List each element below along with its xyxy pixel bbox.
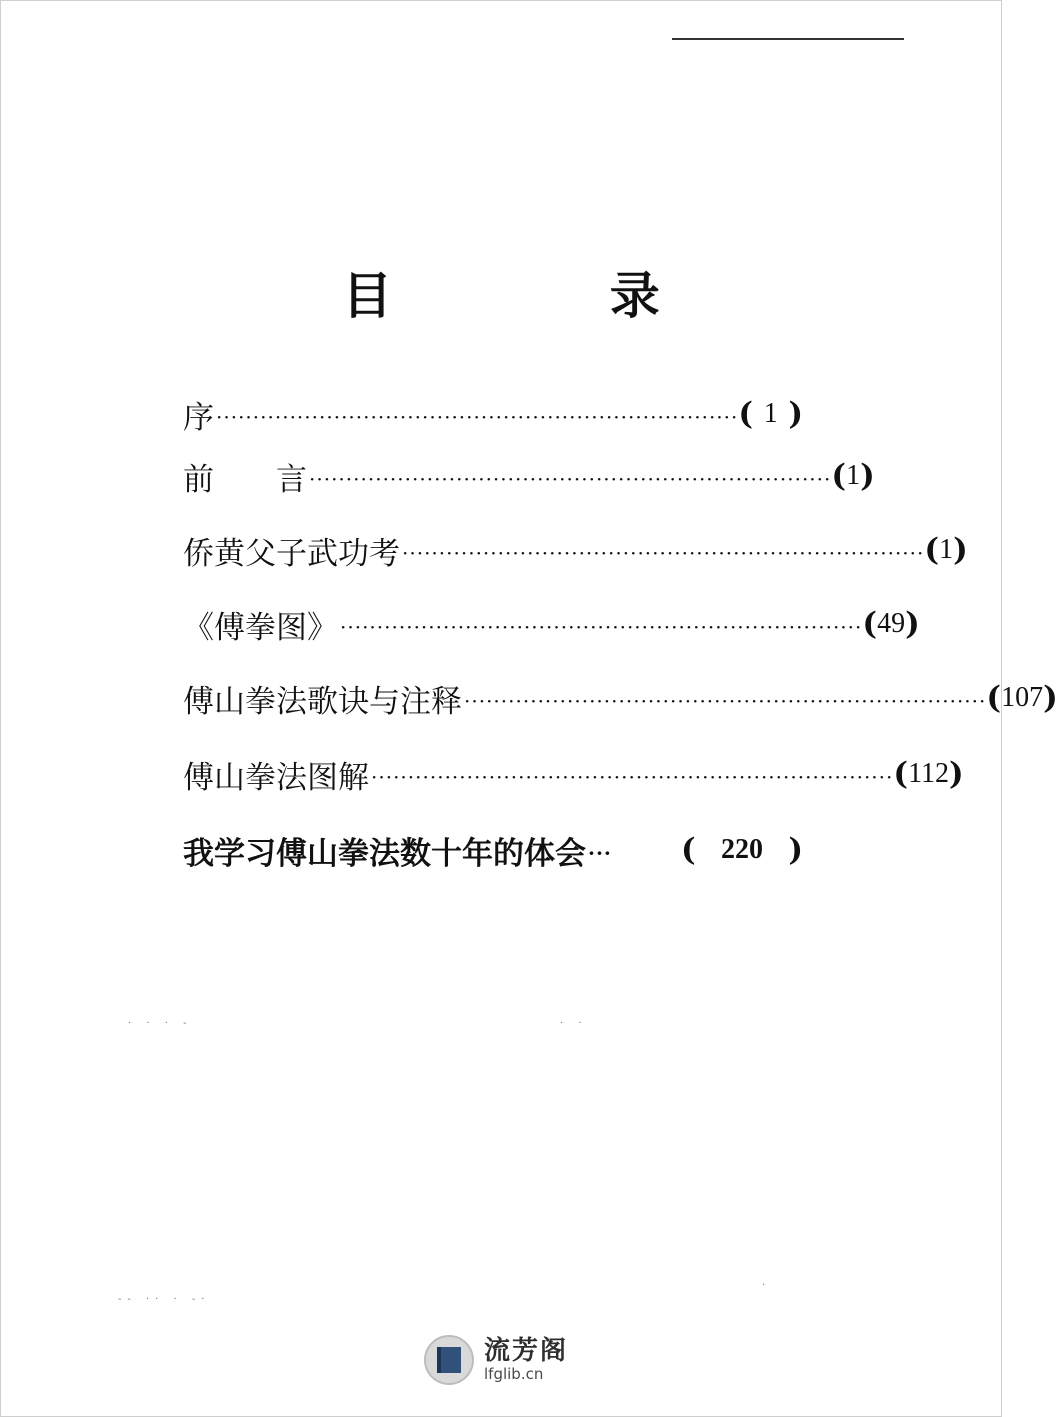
site-watermark (424, 1335, 568, 1385)
close-paren: ) (949, 756, 964, 792)
toc-entry-preface[interactable] (183, 389, 803, 439)
toc-entry-qiaohuang[interactable] (183, 525, 968, 575)
toc-leader-dots: ······································································· (340, 615, 863, 639)
toc-entry-label: 傅山拳法图解 (183, 759, 369, 796)
open-paren: ( (738, 396, 754, 432)
toc-page-ref (738, 396, 803, 432)
close-paren: ) (860, 458, 875, 494)
book-icon (424, 1335, 474, 1385)
toc-entry-tujie[interactable] (183, 749, 964, 799)
header-rule (672, 38, 904, 40)
toc-page-number: 112 (908, 758, 950, 789)
toc-leader-dots: ··· (588, 841, 612, 865)
open-paren: ( (831, 458, 847, 494)
toc-entry-fuquantu[interactable] (183, 599, 920, 649)
toc-leader-dots: ······································································· (216, 405, 739, 429)
toc-page-ref (831, 458, 874, 494)
toc-entry-label-part: 言 (276, 461, 307, 498)
toc-page-number: 107 (1001, 682, 1044, 713)
scan-noise: · · (560, 1018, 588, 1029)
toc-entry-label: 《傅拳图》 (183, 609, 338, 646)
toc-page-number: 49 (877, 608, 906, 639)
toc-entry-foreword[interactable] (183, 451, 875, 501)
toc-page-ref (681, 832, 803, 868)
close-paren: ) (1043, 680, 1058, 716)
toc-leader-dots: ······································································· (309, 467, 832, 491)
toc-entry-label: 我学习傅山拳法数十年的体会 (183, 835, 586, 872)
open-paren: ( (986, 680, 1002, 716)
scan-noise: · (762, 1280, 772, 1291)
toc-page-ref (893, 756, 963, 792)
toc-entry-label: 傅山拳法歌诀与注释 (183, 683, 462, 720)
toc-page-number: 1 (939, 534, 954, 565)
open-paren: ( (924, 532, 940, 568)
toc-page-ref (924, 532, 967, 568)
toc-page-number: 1 (763, 398, 778, 429)
toc-leader-dots: ······································································· (371, 765, 894, 789)
open-paren: ( (862, 606, 878, 642)
toc-page-number: 220 (721, 834, 763, 865)
close-paren: ) (788, 396, 803, 432)
scan-noise: -- ·· · -· (118, 1294, 211, 1305)
page-title: 目 录 (342, 266, 760, 325)
watermark-url: lfglib.cn (484, 1365, 544, 1383)
toc-leader-dots: ······································································· (464, 689, 987, 713)
watermark-name: 流芳阁 (484, 1336, 569, 1366)
toc-entry-label-part: 前 (183, 461, 214, 498)
close-paren: ) (953, 532, 968, 568)
toc-page-ref (986, 680, 1057, 716)
toc-leader-dots: ······································································· (402, 541, 925, 565)
close-paren: ) (905, 606, 920, 642)
close-paren: ) (788, 832, 803, 868)
toc-entry-label: 侨黄父子武功考 (183, 535, 400, 572)
toc-page-ref (862, 606, 919, 642)
open-paren: ( (681, 832, 696, 868)
open-paren: ( (893, 756, 909, 792)
scan-noise: · · · - (128, 1018, 193, 1029)
toc-entry-label (183, 454, 307, 499)
toc-entry-tihui[interactable] (183, 825, 803, 875)
toc-entry-label: 序 (183, 399, 214, 436)
toc-page-number: 1 (846, 460, 861, 491)
toc-entry-gejue[interactable] (183, 673, 1058, 723)
